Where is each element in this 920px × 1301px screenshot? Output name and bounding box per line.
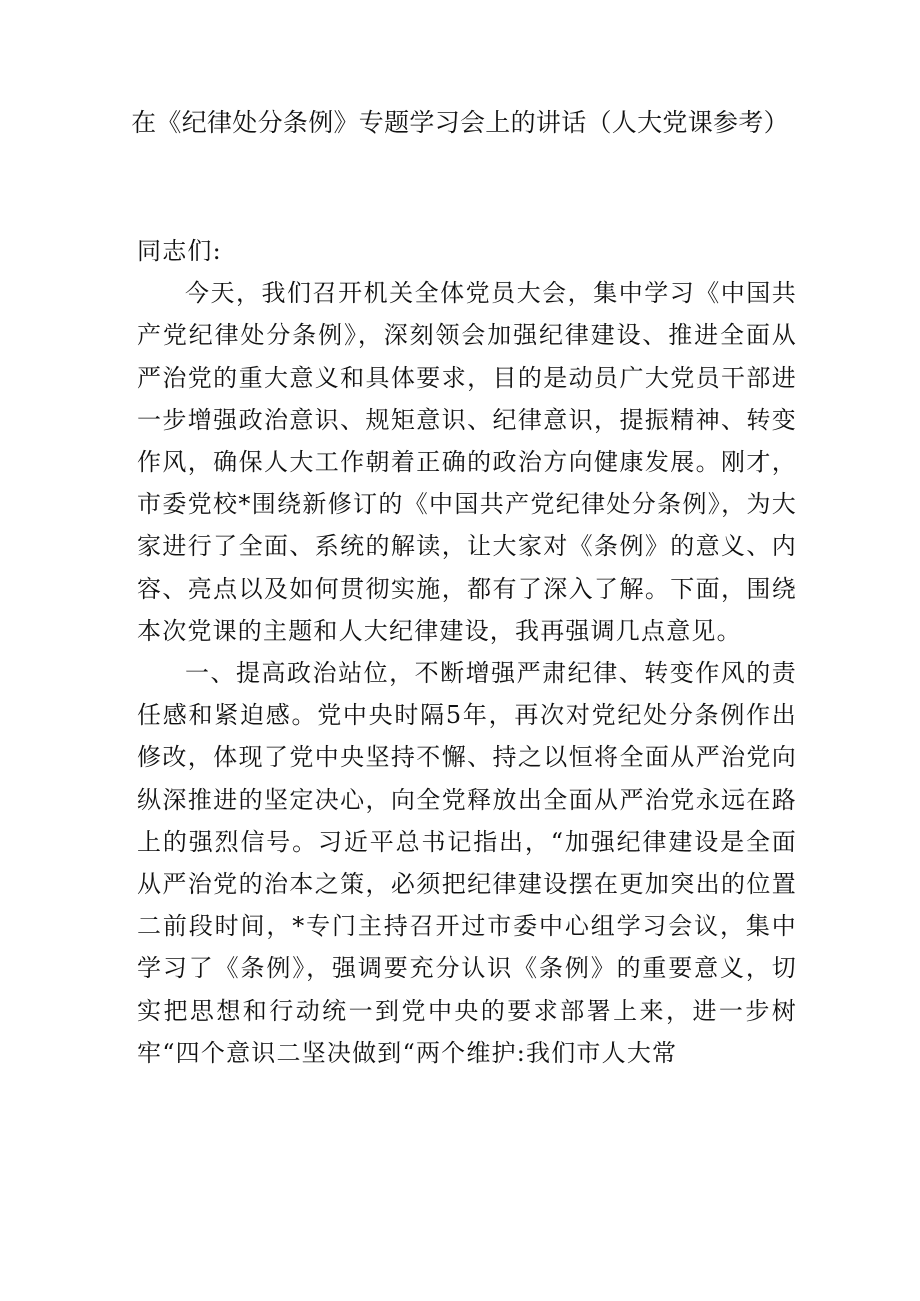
paragraph-section-one: 一、提高政治站位，不断增强严肃纪律、转变作风的责任感和紧迫感。党中央时隔5年，再次对党纪处分条例作出修改，体现了党中央坚持不懈、持之以恒将全面从严治党向纵深推进的坚定决心，向全党释放出全面从严治党永远在路上的强烈信号。习近平总书记指出，“加强纪律建设是全面从严治党的治本之策，必须把纪律建设摆在更加突出的位置二前段时间，*专门主持召开过市委中心组学习会议，集中学习了《条例》，强调要充分认识《条例》的重要意义，切实把思想和行动统一到党中央的要求部署上来，进一步树牢“四个意识二坚决做到“两个维护:我们市人大常 xyxy=(137,659,797,1067)
document-body xyxy=(137,230,797,1074)
document-title: 在《纪律处分条例》专题学习会上的讲话（人大党课参考） xyxy=(131,108,789,137)
salutation: 同志们: xyxy=(137,237,222,265)
paragraph-intro: 今天，我们召开机关全体党员大会，集中学习《中国共产党纪律处分条例》，深刻领会加强纪律建设、推进全面从严治党的重大意义和具体要求，目的是动员广大党员干部进一步增强政治意识、规矩意识、纪律意识，提振精神、转变作风，确保人大工作朝着正确的政治方向健康发展。刚才，市委党校*围绕新修订的《中国共产党纪律处分条例》，为大家进行了全面、系统的解读，让大家对《条例》的意义、内容、亮点以及如何贯彻实施，都有了深入了解。下面，围绕本次党课的主题和人大纪律建设，我再强调几点意见。 xyxy=(137,279,797,645)
